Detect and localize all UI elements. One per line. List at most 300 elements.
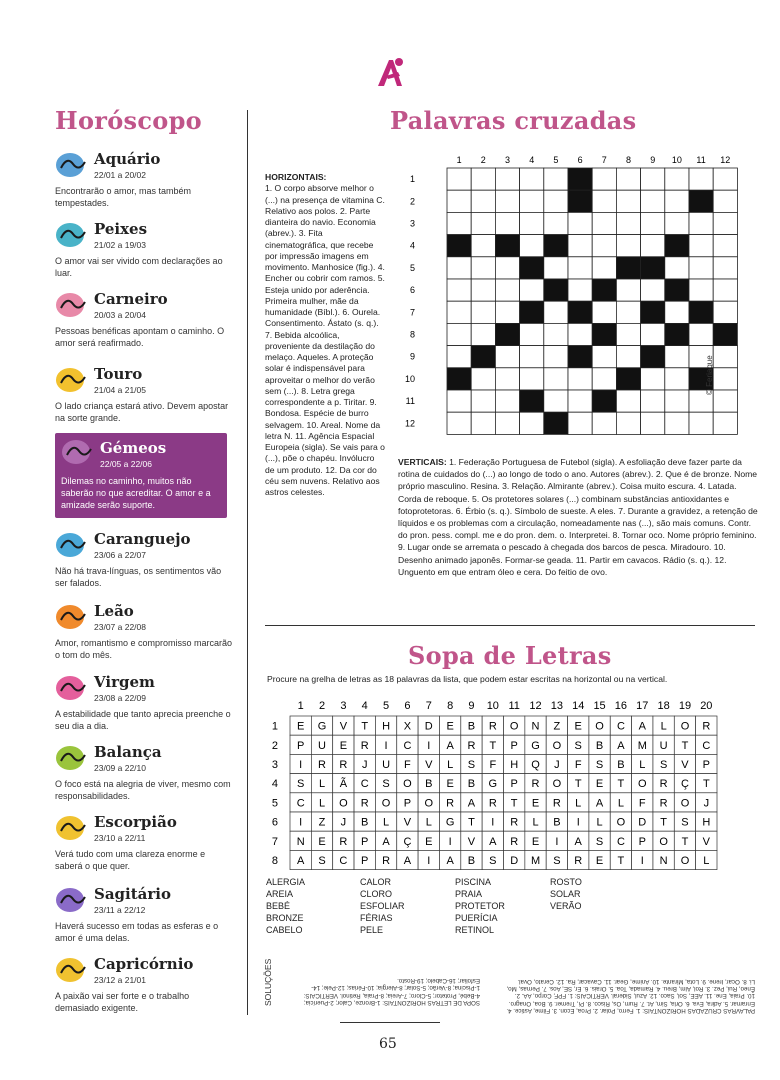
crossword-cell[interactable] <box>713 190 737 212</box>
sign-text: O lado criança estará ativo. Devem apostar na sorte grande. <box>55 401 229 423</box>
word-search-letter: N <box>531 720 540 733</box>
word-search-letter: L <box>318 797 326 810</box>
crossword-cell[interactable] <box>471 412 495 434</box>
crossword-cell[interactable] <box>568 235 592 257</box>
crossword-black-cell <box>447 235 471 257</box>
solutions-word-search: SOPA DE LETRAS HORIZONTAIS: 1-Bronze, Calor; 2-Puerícia; 4-Bebé, Protetor; 5-Cloro; 7-Areia; 8-Praia, Retinol. VERTICAIS: 1-Piscina; 8-Verão; 5-Solar; 8-Alergia; 10-Férias; 12-Pele; 14-Esfoliar; 16-Cabelo; 19-Rosto. <box>303 977 480 1006</box>
crossword-cell[interactable] <box>616 390 640 412</box>
word-search-letter: S <box>659 759 668 771</box>
crossword-cell[interactable] <box>471 368 495 390</box>
word-search-row-number: 2 <box>271 739 278 752</box>
word-search-letter: U <box>318 739 327 752</box>
crossword-cell[interactable] <box>592 368 616 390</box>
word-search-letter: T <box>617 855 625 867</box>
crossword-cell[interactable] <box>689 235 713 257</box>
word-search-letter: P <box>361 835 369 848</box>
sign-dates: 21/04 a 21/05 <box>94 385 146 395</box>
crossword-cell[interactable] <box>665 190 689 212</box>
word-search-letter: S <box>467 759 476 771</box>
crossword-cell[interactable] <box>592 412 616 434</box>
word-search-letter: H <box>382 720 391 733</box>
sign-name: Gémeos <box>100 439 167 457</box>
crossword-black-cell <box>520 257 544 279</box>
zodiac-sign-icon <box>55 813 89 843</box>
word-search-letter: P <box>510 739 518 752</box>
crossword-cell[interactable] <box>689 279 713 301</box>
word-search-letter: D <box>638 816 647 829</box>
sign-dates: 23/07 a 22/08 <box>94 622 146 632</box>
word-search-letter: A <box>403 855 412 867</box>
crossword-cell[interactable] <box>520 168 544 190</box>
word-search-letter: O <box>680 720 690 733</box>
crossword-cell[interactable] <box>713 412 737 434</box>
word-search-letter: R <box>318 759 327 771</box>
crossword-cell[interactable] <box>495 212 519 234</box>
crossword-cell[interactable] <box>495 390 519 412</box>
crossword-cell[interactable] <box>665 212 689 234</box>
word-search-letter: B <box>595 739 604 752</box>
word-search-letter: P <box>638 835 646 848</box>
word-item: RETINOL <box>455 925 495 935</box>
crossword-cell[interactable] <box>447 168 471 190</box>
crossword-cell[interactable] <box>495 346 519 368</box>
word-search-letter: R <box>446 797 455 810</box>
crossword-cell[interactable] <box>544 368 568 390</box>
word-search-letter: C <box>616 720 625 733</box>
word-search-letter: T <box>361 720 369 733</box>
column-divider <box>247 110 248 1015</box>
crossword-cell[interactable] <box>713 390 737 412</box>
section-divider <box>265 625 755 626</box>
crossword-cell[interactable] <box>713 368 737 390</box>
word-column <box>455 876 505 936</box>
crossword-cell[interactable] <box>568 279 592 301</box>
word-search-letter: T <box>468 816 475 829</box>
word-item: PISCINA <box>455 877 492 887</box>
word-search-letter: A <box>297 855 305 867</box>
crossword-cell[interactable] <box>689 212 713 234</box>
crossword-cell[interactable] <box>568 323 592 345</box>
crossword-cell[interactable] <box>471 279 495 301</box>
sign-name: Aquário <box>94 150 161 168</box>
word-search-letter: V <box>681 759 689 771</box>
crossword-cell[interactable] <box>447 212 471 234</box>
word-search-letter: S <box>574 739 582 752</box>
word-search-letter: O <box>552 778 562 791</box>
crossword-cell[interactable] <box>447 301 471 323</box>
word-search-letter: G <box>531 739 540 752</box>
horoscope-title: Horóscopo <box>55 106 202 135</box>
crossword-black-cell <box>544 412 568 434</box>
brand-logo-icon <box>372 54 408 90</box>
crossword-cell[interactable] <box>520 212 544 234</box>
crossword-cell[interactable] <box>713 257 737 279</box>
crossword-cell[interactable] <box>447 190 471 212</box>
word-search-letter: Q <box>531 759 540 771</box>
word-search-row-number: 1 <box>271 720 278 733</box>
sign-text: Encontrarão o amor, mas também tempestades. <box>55 186 192 208</box>
word-search-letter: R <box>659 797 668 810</box>
word-search-column-number: 19 <box>678 700 692 712</box>
crossword-cell[interactable] <box>592 235 616 257</box>
crossword-cell[interactable] <box>471 301 495 323</box>
sign-dates: 23/08 a 22/09 <box>94 693 146 703</box>
word-search-letter: E <box>574 720 582 733</box>
word-search-letter: T <box>489 739 497 752</box>
crossword-black-cell <box>495 323 519 345</box>
zodiac-sign-icon <box>55 530 89 560</box>
word-search-letter: G <box>445 816 455 829</box>
crossword-cell[interactable] <box>616 235 640 257</box>
crossword-black-cell <box>520 390 544 412</box>
crossword-cell[interactable] <box>592 346 616 368</box>
word-search-letter: B <box>467 778 476 791</box>
crossword-cell[interactable] <box>568 368 592 390</box>
crossword-cell[interactable] <box>713 301 737 323</box>
crossword-cell[interactable] <box>616 346 640 368</box>
word-search-letter: Ã <box>339 778 348 791</box>
crossword-cell[interactable] <box>544 190 568 212</box>
word-search-letter: R <box>510 816 519 829</box>
crossword-column-number: 2 <box>480 155 486 165</box>
crossword-black-cell <box>665 323 689 345</box>
word-search-letter: P <box>702 759 710 771</box>
crossword-cell[interactable] <box>641 368 665 390</box>
word-search-letter: O <box>424 797 434 810</box>
word-item: CABELO <box>266 925 303 935</box>
sign-entry <box>55 290 230 350</box>
word-search-letter: A <box>446 739 454 752</box>
crossword-row-number: 11 <box>405 396 415 407</box>
word-search-letter: R <box>382 855 391 867</box>
crossword-cell[interactable] <box>544 301 568 323</box>
word-search-letter: U <box>382 759 391 771</box>
word-search-letter: S <box>489 855 497 867</box>
crossword-cell[interactable] <box>495 190 519 212</box>
sign-name: Touro <box>94 365 143 383</box>
word-search-column-number: 4 <box>361 700 368 712</box>
crossword-cell[interactable] <box>689 323 713 345</box>
crossword-cell[interactable] <box>447 346 471 368</box>
crossword-cell[interactable] <box>568 212 592 234</box>
crossword-cell[interactable] <box>447 323 471 345</box>
crossword-cell[interactable] <box>520 323 544 345</box>
zodiac-sign-icon <box>55 150 89 180</box>
crossword-cell[interactable] <box>616 412 640 434</box>
sign-entry <box>55 813 230 873</box>
word-search-letter: E <box>531 835 540 848</box>
crossword-row-number: 7 <box>409 307 415 318</box>
word-search-letter: D <box>424 720 433 733</box>
crossword-cell[interactable] <box>495 257 519 279</box>
crossword-cell[interactable] <box>641 235 665 257</box>
word-search-letter: Z <box>318 816 326 829</box>
crossword-cell[interactable] <box>592 301 616 323</box>
crossword-cell[interactable] <box>665 257 689 279</box>
crossword-cell[interactable] <box>616 323 640 345</box>
word-search-letter: O <box>680 797 690 810</box>
crossword-black-cell <box>665 235 689 257</box>
crossword-cell[interactable] <box>471 257 495 279</box>
crossword-cell[interactable] <box>616 212 640 234</box>
word-search-column-number: 15 <box>593 700 606 712</box>
crossword-cell[interactable] <box>592 212 616 234</box>
sign-text: Não há trava-línguas, os sentimentos vão ser falados. <box>55 566 222 588</box>
crossword-cell[interactable] <box>520 235 544 257</box>
crossword-cell[interactable] <box>471 323 495 345</box>
sign-text: A paixão vai ser forte e o trabalho demasiado exigente. <box>55 991 190 1013</box>
crossword-black-cell <box>544 279 568 301</box>
crossword-cell[interactable] <box>495 301 519 323</box>
word-search-letter: F <box>404 759 411 771</box>
word-search-letter: B <box>467 720 476 733</box>
word-search-letter: O <box>680 855 690 867</box>
word-search-letter: H <box>510 759 519 771</box>
crossword-cell[interactable] <box>520 368 544 390</box>
crossword-cell[interactable] <box>665 168 689 190</box>
crossword-black-cell <box>471 346 495 368</box>
sign-name: Carneiro <box>94 290 168 308</box>
crossword-column-number: 1 <box>456 155 462 165</box>
word-search-column-number: 9 <box>468 700 475 712</box>
crossword-black-cell <box>689 190 713 212</box>
word-column <box>266 876 305 936</box>
word-search-letter: I <box>299 759 303 771</box>
crossword-cell[interactable] <box>713 168 737 190</box>
sign-dates: 21/02 a 19/03 <box>94 240 146 250</box>
crossword-cell[interactable] <box>641 279 665 301</box>
word-search-letter: R <box>552 797 561 810</box>
word-search-letter: T <box>510 797 518 810</box>
crossword-cell[interactable] <box>544 390 568 412</box>
word-search-letter: L <box>318 778 326 791</box>
word-search-letter: E <box>446 720 454 733</box>
sign-text: O foco está na alegria de viver, mesmo com responsabilidades. <box>55 779 231 801</box>
crossword-column-number: 10 <box>671 155 682 165</box>
crossword-cell[interactable] <box>641 190 665 212</box>
word-item: ESFOLIAR <box>360 901 405 911</box>
crossword-cell[interactable] <box>713 212 737 234</box>
word-search-row-number: 4 <box>271 778 278 791</box>
crossword-cell[interactable] <box>447 257 471 279</box>
sign-text: Haverá sucesso em todas as esferas e o amor é uma delas. <box>55 921 219 943</box>
word-search-letter: P <box>510 778 518 791</box>
crossword-cell[interactable] <box>544 212 568 234</box>
word-search-letter: I <box>427 855 431 867</box>
sign-dates: 22/01 a 20/02 <box>94 170 146 180</box>
crossword-cell[interactable] <box>568 412 592 434</box>
zodiac-sign-icon <box>55 955 89 985</box>
sign-name: Leão <box>94 602 134 620</box>
crossword-cell[interactable] <box>616 301 640 323</box>
word-search-letter: A <box>638 720 646 733</box>
crossword-cell[interactable] <box>520 412 544 434</box>
sign-text: Verá tudo com uma clareza enorme e saberá o que quer. <box>55 849 206 871</box>
crossword-cell[interactable] <box>665 368 689 390</box>
crossword-cell[interactable] <box>447 279 471 301</box>
sign-entry <box>55 885 230 945</box>
crossword-column-number: 11 <box>696 155 706 165</box>
crossword-cell[interactable] <box>641 168 665 190</box>
crossword-row-number: 10 <box>404 373 415 384</box>
word-search-letter: U <box>659 739 668 752</box>
crossword-cell[interactable] <box>520 346 544 368</box>
word-item: SOLAR <box>550 889 581 899</box>
crossword-column-number: 9 <box>650 155 656 165</box>
word-search-column-number: 11 <box>508 700 520 712</box>
word-search-letter: O <box>403 778 412 791</box>
word-item: BEBÉ <box>266 901 291 911</box>
word-item: CALOR <box>360 877 392 887</box>
sign-entry <box>55 743 230 803</box>
crossword-cell[interactable] <box>568 257 592 279</box>
zodiac-sign-icon <box>61 437 95 467</box>
crossword-cell[interactable] <box>447 412 471 434</box>
word-search-letter: J <box>361 759 368 771</box>
crossword-cell[interactable] <box>495 368 519 390</box>
word-search-letter: I <box>576 816 580 829</box>
crossword-cell[interactable] <box>592 168 616 190</box>
word-search-letter: R <box>574 855 583 867</box>
crossword-cell[interactable] <box>447 390 471 412</box>
crossword-black-cell <box>568 168 592 190</box>
sign-name: Peixes <box>94 220 148 238</box>
crossword-black-cell <box>689 301 713 323</box>
crossword-cell[interactable] <box>689 412 713 434</box>
crossword-column-number: 6 <box>577 155 583 165</box>
word-column <box>360 876 405 936</box>
word-item: PRAIA <box>455 889 483 899</box>
word-search-letter: J <box>703 797 710 810</box>
crossword-black-cell <box>592 279 616 301</box>
word-search-letter: L <box>639 759 646 771</box>
crossword-black-cell <box>665 279 689 301</box>
crossword-cell[interactable] <box>641 390 665 412</box>
word-search-letter: E <box>531 797 540 810</box>
sign-entry <box>55 150 230 210</box>
crossword-cell[interactable] <box>689 257 713 279</box>
crossword-cell[interactable] <box>495 168 519 190</box>
crossword-row-number: 12 <box>404 418 415 429</box>
crossword-cell[interactable] <box>544 168 568 190</box>
word-search-row-number: 3 <box>271 759 278 771</box>
crossword-cell[interactable] <box>544 323 568 345</box>
word-search-letter: C <box>360 778 369 791</box>
zodiac-sign-icon <box>55 602 89 632</box>
horizontal-clues-text: 1. O corpo absorve melhor o (...) na presença de vitamina C. Relativo aos polos. 2. Parte dianteira do navio. Economia (abrev.). 3. Fita cinematográfica, que recebe por impressão imagens em movimento. Manhosice (fig.). 4. Encher ou cobrir com ramos. 5. Esteja unido por aderência. Primeira mulher, mãe da humanidade (Bíbl.). 6. Ourela. Consentimento. Ástato (s. q.). 7. Bebida alcoólica, proveniente da destilação do melaço. Aqueles. A proteção solar é indispensável para aproveitar o melhor do verão sem (...). 8. Letra grega correspondente a p. Tiritar. 9. Bondosa. Espécie de burro selvagem. 10. Areal. Nome da letra N. 11. Agência Espacial Europeia (sigla). Se vais para o (...), põe o chapéu. Invólucro de um produto. 12. Da cor do céu sem nuvens. Relativo aos astros celestes. <box>265 183 385 497</box>
crossword-cell[interactable] <box>641 412 665 434</box>
crossword-cell[interactable] <box>713 235 737 257</box>
word-search-letter: D <box>510 855 519 867</box>
crossword-cell[interactable] <box>641 212 665 234</box>
crossword-cell[interactable] <box>520 279 544 301</box>
crossword-cell[interactable] <box>665 390 689 412</box>
word-search-letter: L <box>575 797 582 810</box>
crossword-column-number: 8 <box>625 155 632 165</box>
word-search-letter: S <box>382 778 390 791</box>
crossword-row-number: 2 <box>409 196 415 207</box>
solutions-crossword: PALAVRAS CRUZADAS HORIZONTAIS: 1. Ferro, Polar. 2. Proa, Econ. 3. Filme, Astice. 4. Enramar. 5. Adira, Eva. 6. Orla, Sim, At. 7. Rum, Os, Risco. 8. Pi, Tremer. 9. Boa, Onagro. 10. Praia, Ene. 11. AEE, Sol, Saco. 12. Azul, Sideral. VERTICAIS: 1. FPF, Corpo, AA. 2. Êneo, Rui, Pez. 3. Rol, Alm, Breu. 4. Ramada, Toa. 5. Orais. 6. Er, SE, Aos. 7. Pernas, Mo, Li. 8. Ocar, Irene. 9. Lota, Mirante. 10. Anime, Gear. 11. Cavacar, Ra. 12. Cerato, Oval. <box>506 977 755 1014</box>
word-search-letter: S <box>553 855 561 867</box>
crossword-cell[interactable] <box>592 257 616 279</box>
crossword-cell[interactable] <box>544 346 568 368</box>
crossword-cell[interactable] <box>544 257 568 279</box>
word-search-letter: A <box>617 739 625 752</box>
word-search-letter: I <box>299 816 303 829</box>
crossword-cell[interactable] <box>471 235 495 257</box>
crossword-cell[interactable] <box>520 190 544 212</box>
word-search-letter: S <box>595 835 604 848</box>
word-search-letter: M <box>530 855 541 867</box>
crossword-black-cell <box>495 235 519 257</box>
word-search-letter: I <box>640 855 644 867</box>
crossword-cell[interactable] <box>616 168 640 190</box>
crossword-black-cell <box>568 190 592 212</box>
solutions-label: SOLUÇÕES <box>263 958 273 1006</box>
word-search-letter: V <box>403 816 412 829</box>
sign-text: Amor, romantismo e compromisso marcarão o tom do mês. <box>55 638 233 660</box>
word-search-letter: E <box>595 855 604 867</box>
crossword-cell[interactable] <box>713 279 737 301</box>
crossword-cell[interactable] <box>641 323 665 345</box>
word-search-letter: T <box>681 739 689 752</box>
word-item: AREIA <box>266 889 294 899</box>
word-search-grid <box>262 694 727 869</box>
word-search-letter: L <box>617 797 624 810</box>
crossword-cell[interactable] <box>495 412 519 434</box>
crossword-cell[interactable] <box>592 190 616 212</box>
word-search-letter: B <box>617 759 625 771</box>
sign-dates: 23/12 a 21/01 <box>94 975 146 985</box>
sign-entry <box>55 433 227 518</box>
crossword-cell[interactable] <box>616 190 640 212</box>
crossword-cell[interactable] <box>471 190 495 212</box>
sign-text: Pessoas benéficas apontam o caminho. O amor será reafirmado. <box>55 326 225 348</box>
crossword-black-cell <box>641 346 665 368</box>
sign-dates: 23/10 a 22/11 <box>94 833 146 843</box>
word-search-column-number: 20 <box>700 700 713 712</box>
crossword-cell[interactable] <box>689 168 713 190</box>
crossword-column-number: 7 <box>601 155 607 165</box>
crossword-row-number: 1 <box>409 174 415 185</box>
crossword-cell[interactable] <box>471 168 495 190</box>
crossword-cell[interactable] <box>471 212 495 234</box>
crossword-cell[interactable] <box>471 390 495 412</box>
word-search-letter: P <box>297 739 305 752</box>
word-search-letter: J <box>554 759 560 771</box>
crossword-cell[interactable] <box>665 346 689 368</box>
crossword-column-number: 4 <box>529 155 535 165</box>
word-search-letter: C <box>616 835 625 848</box>
crossword-cell[interactable] <box>568 390 592 412</box>
crossword-cell[interactable] <box>495 279 519 301</box>
crossword-cell[interactable] <box>665 301 689 323</box>
word-search-letter: O <box>659 835 668 848</box>
word-search-letter: L <box>383 816 390 829</box>
word-search-letter: F <box>574 759 582 771</box>
crossword-cell[interactable] <box>665 412 689 434</box>
word-search-column-number: 10 <box>486 700 499 712</box>
crossword-cell[interactable] <box>713 346 737 368</box>
word-search-letter: R <box>467 739 476 752</box>
word-search-letter: A <box>382 835 390 848</box>
word-search-letter: B <box>425 778 433 791</box>
sign-entry <box>55 673 230 733</box>
crossword-cell[interactable] <box>616 279 640 301</box>
word-search-letter: S <box>681 816 689 829</box>
word-search-row-number: 6 <box>271 816 278 829</box>
word-search-row-number: 5 <box>271 797 278 810</box>
